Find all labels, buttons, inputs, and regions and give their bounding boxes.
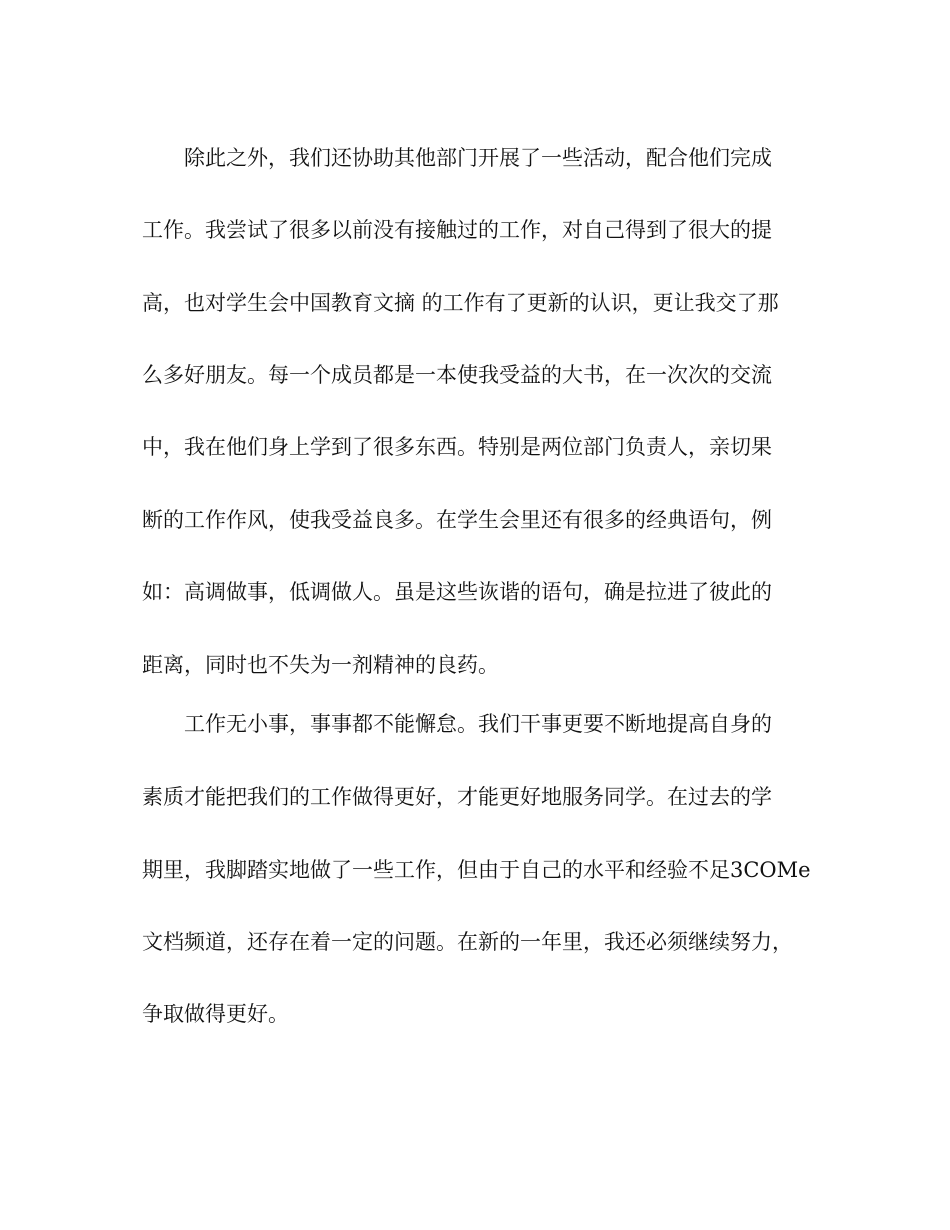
paragraph-line: 期里，我脚踏实地做了一些工作，但由于自己的水平和经验不足3COMe <box>142 858 811 882</box>
paragraph-line: 争取做得更好。 <box>142 1002 289 1026</box>
paragraph-line: 如：高调做事，低调做人。虽是这些诙谐的语句，确是拉进了彼此的 <box>142 580 772 604</box>
paragraph-line: 么多好朋友。每一个成员都是一本使我受益的大书，在一次次的交流 <box>142 363 772 387</box>
paragraph-line: 高，也对学生会中国教育文摘 的工作有了更新的认识，更让我交了那 <box>142 291 779 315</box>
paragraph-line: 文档频道，还存在着一定的问题。在新的一年里，我还必须继续努力， <box>142 930 793 954</box>
paragraph-line: 除此之外，我们还协助其他部门开展了一些活动，配合他们完成 <box>184 146 772 170</box>
paragraph-line: 距离，同时也不失为一剂精神的良药。 <box>142 653 499 677</box>
paragraph-line: 中，我在他们身上学到了很多东西。特别是两位部门负责人，亲切果 <box>142 435 772 459</box>
paragraph-line: 工作无小事，事事都不能懈怠。我们干事更要不断地提高自身的 <box>184 712 772 736</box>
paragraph-line: 工作。我尝试了很多以前没有接触过的工作，对自己得到了很大的提 <box>142 218 772 242</box>
paragraph-line: 断的工作作风，使我受益良多。在学生会里还有很多的经典语句，例 <box>142 508 772 532</box>
paragraph-line: 素质才能把我们的工作做得更好，才能更好地服务同学。在过去的学 <box>142 785 772 809</box>
